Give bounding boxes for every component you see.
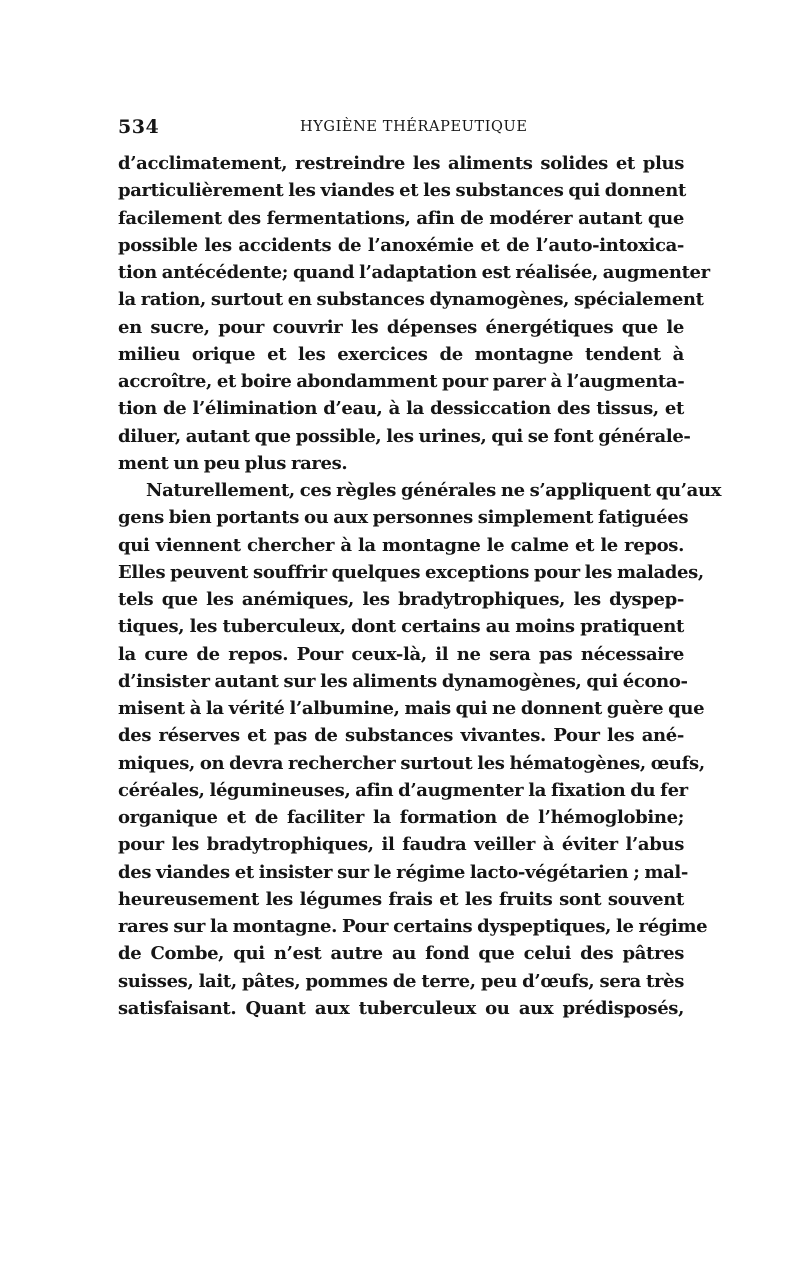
- page-header: [118, 116, 684, 142]
- text-line: ment un peu plus rares.: [118, 452, 348, 474]
- text-line: d’acclimatement, restreindre les aliments solides et plus: [118, 153, 684, 174]
- text-line: satisfaisant. Quant aux tuberculeux ou aux prédisposés,: [118, 997, 684, 1019]
- text-line: misent à la vérité l’albumine, mais qui ne donnent guère que: [118, 698, 705, 719]
- text-line: possible les accidents de l’anoxémie et de l’auto-intoxica-: [118, 234, 684, 256]
- text-line: tels que les anémiques, les bradytrophiques, les dyspep-: [118, 589, 684, 610]
- text-line: particulièrement les viandes et les substances qui donnent: [118, 180, 686, 202]
- text-line: miques, on devra rechercher surtout les hématogènes, œufs,: [118, 752, 705, 774]
- text-line: milieu orique et les exercices de montagne tendent à: [118, 343, 684, 365]
- text-line: tion antécédente; quand l’adaptation est réalisée, augmenter: [118, 262, 710, 283]
- text-line: en sucre, pour couvrir les dépenses énergétiques que le: [118, 316, 684, 338]
- text-line: Elles peuvent souffrir quelques exceptions pour les malades,: [118, 561, 704, 583]
- text-line: la cure de repos. Pour ceux-là, il ne sera pas nécessaire: [118, 643, 684, 665]
- text-line: gens bien portants ou aux personnes simplement fatiguées: [118, 507, 689, 529]
- text-line: céréales, légumineuses, afin d’augmenter la fixation du fer: [118, 779, 688, 801]
- text-line: tion de l’élimination d’eau, à la dessiccation des tissus, et: [118, 398, 684, 420]
- text-line: de Combe, qui n’est autre au fond que celui des pâtres: [118, 943, 684, 965]
- text-line: des réserves et pas de substances vivantes. Pour les ané-: [118, 725, 684, 747]
- text-line: des viandes et insister sur le régime lacto-végétarien ; mal-: [118, 861, 689, 883]
- text-line: d’insister autant sur les aliments dynamogènes, qui écono-: [118, 670, 688, 692]
- text-line: organique et de faciliter la formation de l’hémoglobine;: [118, 807, 684, 828]
- text-line: pour les bradytrophiques, il faudra veiller à éviter l’abus: [118, 834, 684, 856]
- text-line: suisses, lait, pâtes, pommes de terre, peu d’œufs, sera très: [118, 970, 684, 992]
- text-line: heureusement les légumes frais et les fruits sont souvent: [118, 888, 684, 910]
- page-number: 534: [118, 116, 160, 138]
- text-line: accroître, et boire abondamment pour parer à l’augmenta-: [118, 371, 685, 392]
- body-text: [118, 150, 722, 1022]
- text-line: la ration, surtout en substances dynamogènes, spécialement: [118, 289, 704, 311]
- text-line: qui viennent chercher à la montagne le calme et le repos.: [118, 534, 684, 556]
- text-line: Naturellement, ces règles générales ne s’appliquent qu’aux: [146, 480, 722, 501]
- text-line: facilement des fermentations, afin de modérer autant que: [118, 207, 684, 229]
- text-line: rares sur la montagne. Pour certains dyspeptiques, le régime: [118, 916, 708, 937]
- text-line: tiques, les tuberculeux, dont certains au moins pratiquent: [118, 616, 684, 638]
- text-line: diluer, autant que possible, les urines, qui se font générale-: [118, 425, 691, 447]
- running-title: HYGIÈNE THÉRAPEUTIQUE: [300, 119, 528, 135]
